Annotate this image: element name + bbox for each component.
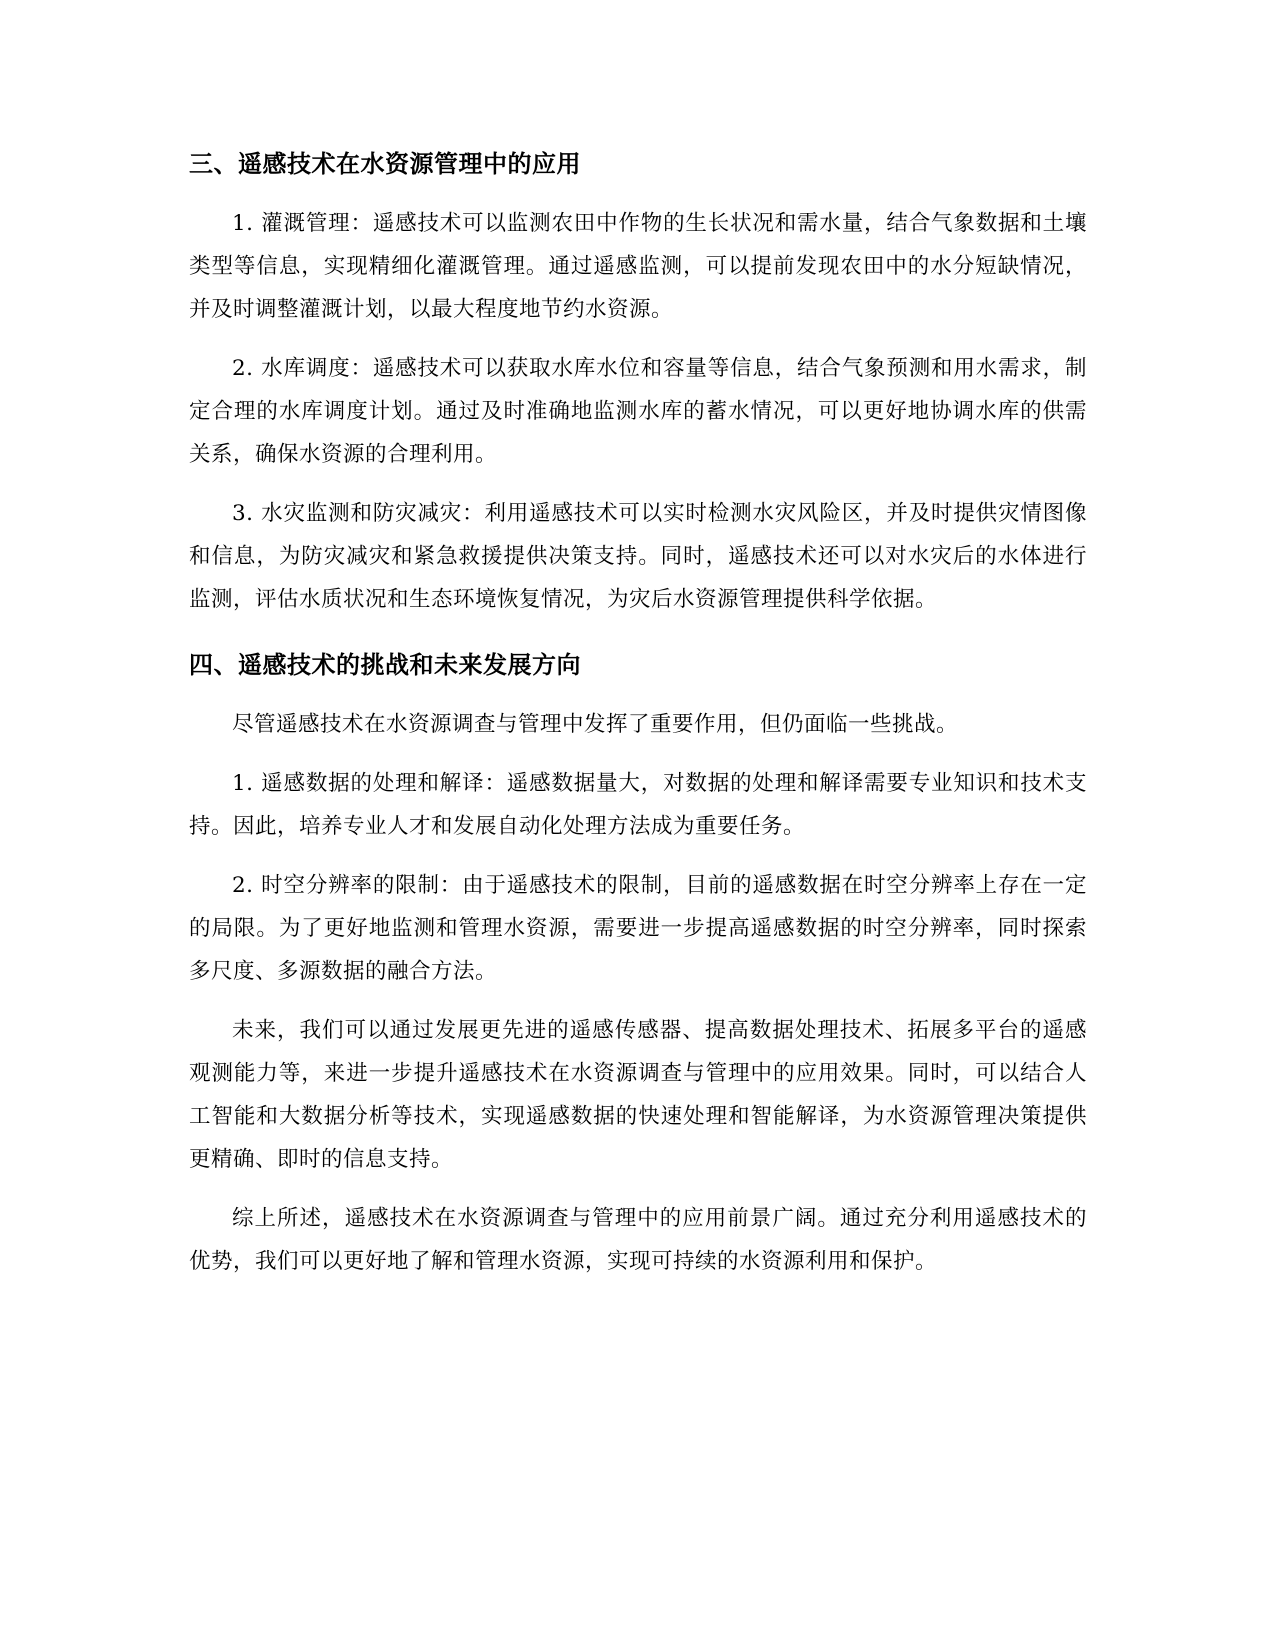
document-page xyxy=(189,148,1087,1299)
paragraph-data-processing: 1. 遥感数据的处理和解译：遥感数据量大，对数据的处理和解译需要专业知识和技术支持。因此，培养专业人才和发展自动化处理方法成为重要任务。 xyxy=(189,771,1087,839)
section-heading-challenges: 四、遥感技术的挑战和未来发展方向 xyxy=(189,651,581,679)
paragraph-conclusion: 综上所述，遥感技术在水资源调查与管理中的应用前景广阔。通过充分利用遥感技术的优势，我们可以更好地了解和管理水资源，实现可持续的水资源利用和保护。 xyxy=(189,1206,1087,1274)
paragraph-resolution-limits: 2. 时空分辨率的限制：由于遥感技术的限制，目前的遥感数据在时空分辨率上存在一定的局限。为了更好地监测和管理水资源，需要进一步提高遥感数据的时空分辨率，同时探索多尺度、多源数据的融合方法。 xyxy=(189,873,1087,984)
section-heading-applications: 三、遥感技术在水资源管理中的应用 xyxy=(189,150,581,178)
paragraph-future: 未来，我们可以通过发展更先进的遥感传感器、提高数据处理技术、拓展多平台的遥感观测能力等，来进一步提升遥感技术在水资源调查与管理中的应用效果。同时，可以结合人工智能和大数据分析等技术，实现遥感数据的快速处理和智能解译，为水资源管理决策提供更精确、即时的信息支持。 xyxy=(189,1018,1087,1172)
paragraph-flood-monitoring: 3. 水灾监测和防灾减灾：利用遥感技术可以实时检测水灾风险区，并及时提供灾情图像和信息，为防灾减灾和紧急救援提供决策支持。同时，遥感技术还可以对水灾后的水体进行监测，评估水质状况和生态环境恢复情况，为灾后水资源管理提供科学依据。 xyxy=(189,501,1087,612)
paragraph-reservoir: 2. 水库调度：遥感技术可以获取水库水位和容量等信息，结合气象预测和用水需求，制定合理的水库调度计划。通过及时准确地监测水库的蓄水情况，可以更好地协调水库的供需关系，确保水资源的合理利用。 xyxy=(189,356,1087,467)
paragraph-irrigation: 1. 灌溉管理：遥感技术可以监测农田中作物的生长状况和需水量，结合气象数据和土壤类型等信息，实现精细化灌溉管理。通过遥感监测，可以提前发现农田中的水分短缺情况，并及时调整灌溉计划，以最大程度地节约水资源。 xyxy=(189,211,1087,322)
paragraph-challenges-intro: 尽管遥感技术在水资源调查与管理中发挥了重要作用，但仍面临一些挑战。 xyxy=(232,712,959,737)
